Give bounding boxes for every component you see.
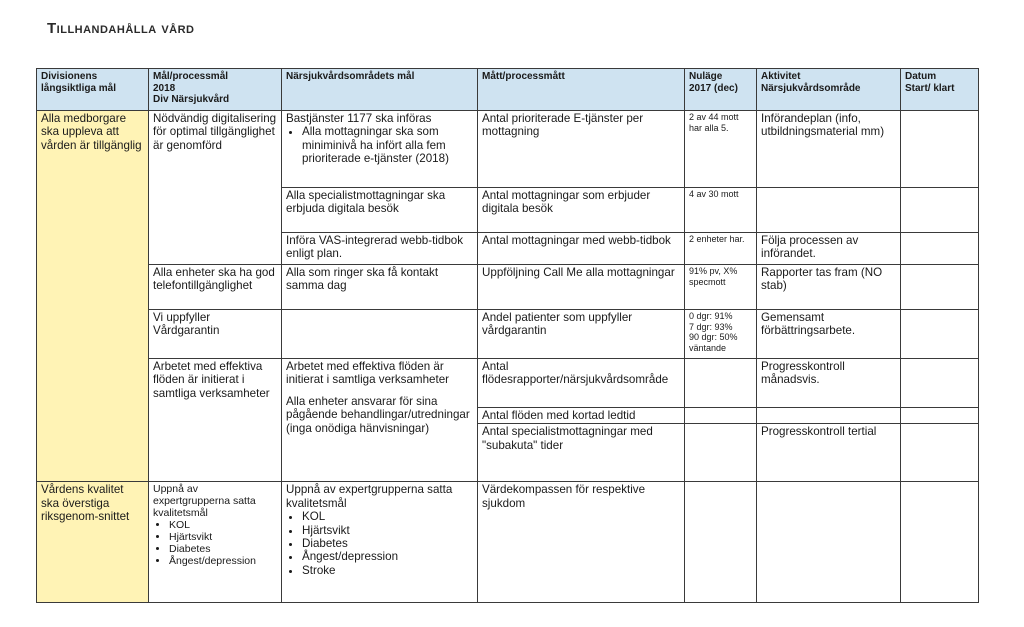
area-goal-list bbox=[286, 510, 473, 577]
header-activity bbox=[757, 69, 901, 111]
activity-cell: Införandeplan (info, utbildningsmaterial mm) bbox=[757, 111, 901, 188]
activity-cell bbox=[757, 482, 901, 603]
header-measure: Mått/processmått bbox=[478, 69, 685, 111]
list-item: • KOL bbox=[169, 519, 277, 531]
header-activity-line1: Aktivitet bbox=[761, 71, 801, 82]
area-goal-text: Alla enheter ansvarar för sina pågående behandlingar/utredningar (inga onödiga hänvisningar) bbox=[286, 394, 470, 435]
process-goal-telephone: Alla enheter ska ha god telefontillgänglighet bbox=[149, 265, 282, 310]
area-goal-cell bbox=[282, 310, 478, 359]
activity-cell bbox=[757, 188, 901, 233]
area-goal-cell bbox=[282, 111, 478, 188]
area-goal-text: Bastjänster 1177 ska införas bbox=[286, 112, 432, 125]
table-row bbox=[37, 310, 979, 359]
list-item: • Hjärtsvikt bbox=[302, 524, 473, 537]
date-cell bbox=[901, 265, 979, 310]
list-item: • Ångest/depression bbox=[169, 555, 277, 567]
header-process-goal-line2: 2018 bbox=[153, 82, 176, 94]
date-cell bbox=[901, 233, 979, 265]
activity-cell bbox=[757, 408, 901, 424]
header-long-term-goal: Divisionens långsiktliga mål bbox=[37, 69, 149, 111]
status-cell: 2 av 44 mott har alla 5. bbox=[685, 111, 757, 188]
table-row bbox=[37, 111, 979, 188]
measure-cell: Antal prioriterade E-tjänster per mottagning bbox=[478, 111, 685, 188]
area-goal-list bbox=[286, 125, 473, 165]
measure-cell: Andel patienter som uppfyller vårdgarantin bbox=[478, 310, 685, 359]
process-goal-digitalisation: Nödvändig digitalisering för optimal tillgänglighet är genomförd bbox=[149, 111, 282, 265]
measure-cell: Antal mottagningar som erbjuder digitala besök bbox=[478, 188, 685, 233]
page-title: Tillhandahålla vård bbox=[47, 20, 195, 37]
activity-cell: Följa processen av införandet. bbox=[757, 233, 901, 265]
date-cell bbox=[901, 424, 979, 482]
header-process-goal-line3: Div Närsjukvård bbox=[153, 94, 230, 105]
list-item: • Alla mottagningar ska som miniminivå ha infört alla fem prioriterade e-tjänster (2018) bbox=[302, 125, 473, 165]
process-goal-list bbox=[153, 519, 277, 567]
header-date bbox=[901, 69, 979, 111]
process-goal-care-guarantee: Vi uppfyller Vårdgarantin bbox=[149, 310, 282, 359]
list-item: • Stroke bbox=[302, 564, 473, 577]
list-item: • Diabetes bbox=[302, 537, 473, 550]
status-cell bbox=[685, 408, 757, 424]
long-term-goal-accessibility: Alla medborgare ska uppleva att vården är tillgänglig bbox=[37, 111, 149, 482]
measure-cell: Antal flödesrapporter/närsjukvårdsområde bbox=[478, 359, 685, 408]
date-cell bbox=[901, 482, 979, 603]
status-cell: 4 av 30 mott bbox=[685, 188, 757, 233]
date-cell bbox=[901, 111, 979, 188]
header-status bbox=[685, 69, 757, 111]
status-cell bbox=[685, 359, 757, 408]
measure-cell: Uppföljning Call Me alla mottagningar bbox=[478, 265, 685, 310]
header-area-goal: Närsjukvårdsområdets mål bbox=[282, 69, 478, 111]
measure-cell: Antal mottagningar med webb-tidbok bbox=[478, 233, 685, 265]
status-line: 90 dgr: 50% väntande bbox=[689, 332, 738, 353]
care-plan-table bbox=[36, 68, 979, 603]
list-item: • Hjärtsvikt bbox=[169, 531, 277, 543]
status-cell: 91% pv, X% specmott bbox=[685, 265, 757, 310]
measure-cell: Värdekompassen för respektive sjukdom bbox=[478, 482, 685, 603]
header-date-line2: Start/ klart bbox=[905, 82, 955, 94]
header-status-line1: Nuläge bbox=[689, 71, 723, 82]
table-row bbox=[37, 265, 979, 310]
table-row bbox=[37, 359, 979, 408]
area-goal-cell bbox=[282, 359, 478, 482]
list-item: • KOL bbox=[302, 510, 473, 523]
table-row bbox=[37, 482, 979, 603]
measure-cell: Antal specialistmottagningar med "subakuta" tider bbox=[478, 424, 685, 482]
status-line: 7 dgr: 93% bbox=[689, 321, 733, 332]
activity-cell: Progresskontroll månadsvis. bbox=[757, 359, 901, 408]
area-goal-cell bbox=[282, 482, 478, 603]
activity-cell: Rapporter tas fram (NO stab) bbox=[757, 265, 901, 310]
date-cell bbox=[901, 310, 979, 359]
header-process-goal-line1: Mål/processmål bbox=[153, 71, 229, 82]
header-activity-line2: Närsjukvårdsområde bbox=[761, 82, 861, 94]
header-date-line1: Datum bbox=[905, 71, 937, 82]
area-goal-text: Arbetet med effektiva flöden är initierat i samtliga verksamheter bbox=[286, 360, 450, 387]
status-cell bbox=[685, 424, 757, 482]
header-row bbox=[37, 69, 979, 111]
list-item: • Diabetes bbox=[169, 543, 277, 555]
list-item: • Ångest/depression bbox=[302, 550, 473, 563]
area-goal-text: Uppnå av expertgrupperna satta kvalitetsmål bbox=[286, 483, 453, 510]
date-cell bbox=[901, 408, 979, 424]
long-term-goal-quality: Vårdens kvalitet ska överstiga riksgenom-snittet bbox=[37, 482, 149, 603]
activity-cell: Progresskontroll tertial bbox=[757, 424, 901, 482]
area-goal-cell: Alla som ringer ska få kontakt samma dag bbox=[282, 265, 478, 310]
process-goal-efficient-flows: Arbetet med effektiva flöden är initierat i samtliga verksamheter bbox=[149, 359, 282, 482]
date-cell bbox=[901, 359, 979, 408]
activity-cell: Gemensamt förbättringsarbete. bbox=[757, 310, 901, 359]
status-cell: 2 enheter har. bbox=[685, 233, 757, 265]
process-goal-text: Uppnå av expertgrupperna satta kvalitetsmål bbox=[153, 483, 256, 520]
header-status-line2: 2017 (dec) bbox=[689, 82, 738, 94]
area-goal-cell: Införa VAS-integrerad webb-tidbok enligt plan. bbox=[282, 233, 478, 265]
status-cell bbox=[685, 482, 757, 603]
status-line: 0 dgr: 91% bbox=[689, 311, 733, 321]
process-goal-quality bbox=[149, 482, 282, 603]
measure-cell: Antal flöden med kortad ledtid bbox=[478, 408, 685, 424]
header-process-goal bbox=[149, 69, 282, 111]
status-cell bbox=[685, 310, 757, 359]
area-goal-cell: Alla specialistmottagningar ska erbjuda digitala besök bbox=[282, 188, 478, 233]
date-cell bbox=[901, 188, 979, 233]
